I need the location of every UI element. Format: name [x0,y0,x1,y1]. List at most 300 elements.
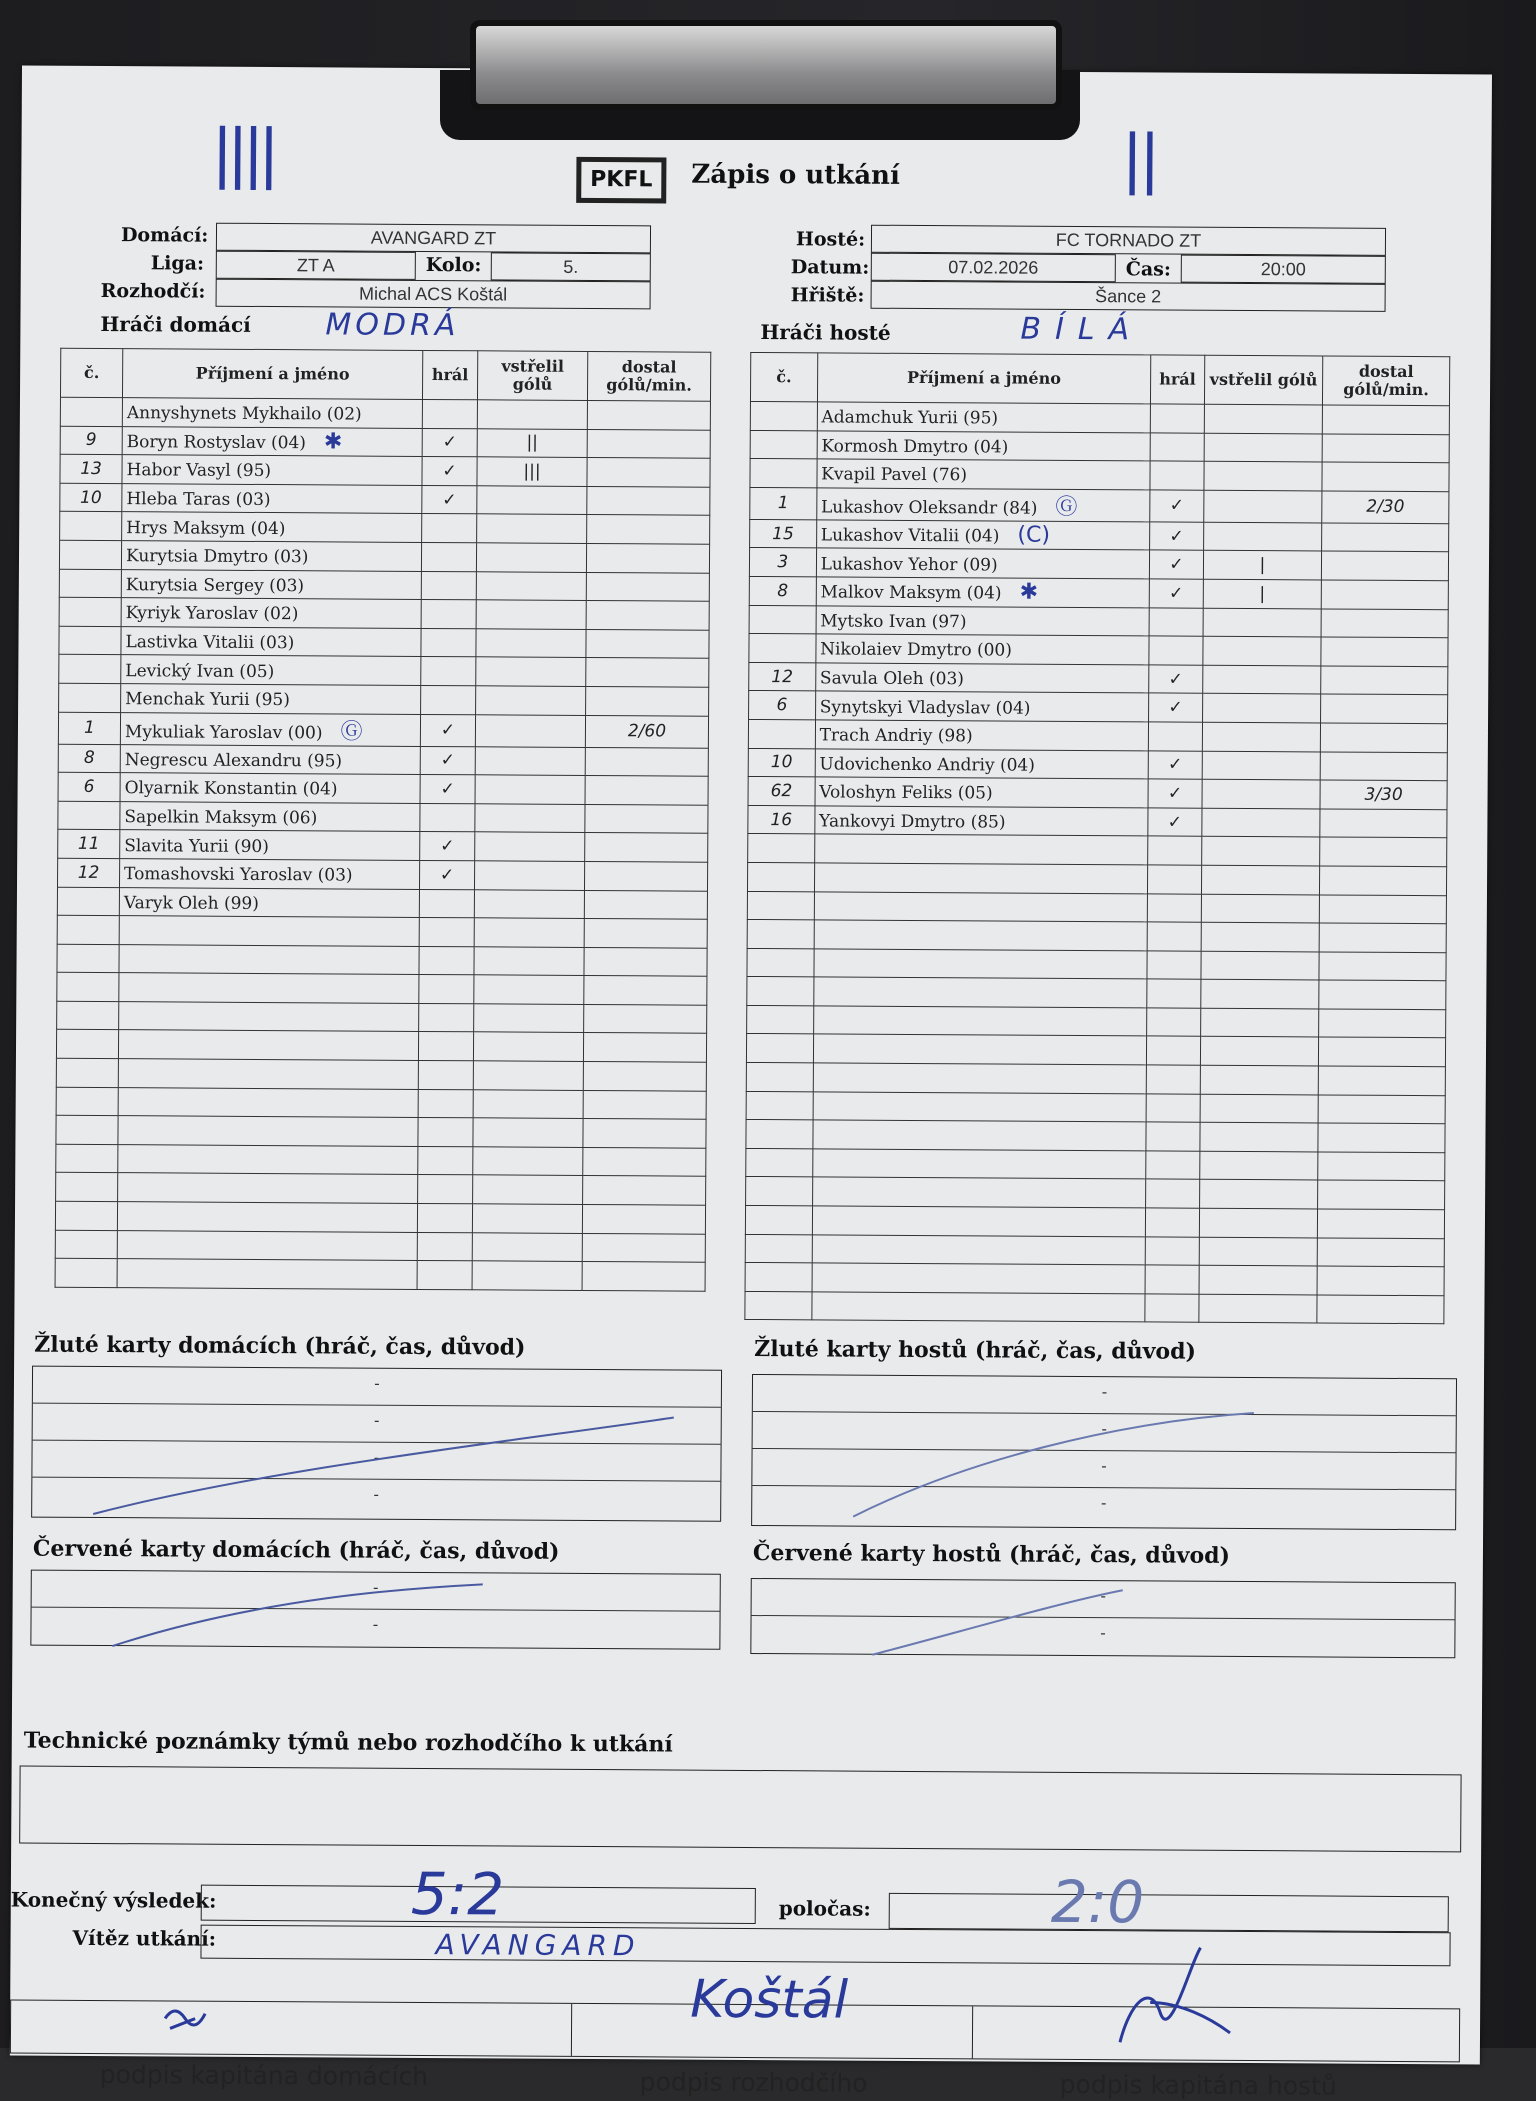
goals-conceded[interactable] [1319,1037,1446,1066]
played-mark[interactable] [417,1203,472,1232]
player-number[interactable] [748,834,815,863]
player-number[interactable] [749,605,816,634]
player-name[interactable] [814,949,1148,980]
played-mark[interactable] [417,1232,472,1261]
player-name[interactable] [120,830,420,860]
player-number[interactable] [56,1030,118,1059]
goals-conceded[interactable] [586,601,709,630]
player-name[interactable] [118,1173,418,1203]
goals-scored[interactable] [1199,1208,1317,1237]
goals-conceded[interactable] [585,833,708,862]
goals-conceded[interactable] [1319,952,1446,981]
played-mark[interactable] [1145,1265,1199,1294]
goals-scored[interactable] [1200,1065,1318,1094]
player-number[interactable] [60,512,122,541]
goals-scored[interactable] [1202,722,1320,751]
player-number[interactable] [747,977,814,1006]
player-number[interactable] [745,1205,812,1234]
played-mark[interactable] [1148,722,1202,751]
player-number[interactable]: 6 [58,772,120,801]
goals-conceded[interactable] [1320,723,1447,752]
round-field[interactable]: 5. [491,252,651,281]
goals-conceded[interactable] [1319,980,1446,1009]
goals-scored[interactable] [474,1004,584,1033]
goals-scored[interactable] [1200,1122,1318,1151]
red-away-box[interactable] [750,1578,1455,1658]
goals-scored[interactable] [473,1175,583,1204]
played-mark[interactable] [418,1146,473,1175]
goals-conceded[interactable] [587,515,710,544]
yellow-home-box[interactable] [31,1366,722,1522]
player-name[interactable] [120,712,420,746]
played-mark[interactable] [1147,893,1201,922]
player-number[interactable] [58,801,120,830]
goals-scored[interactable] [1201,922,1319,951]
goals-scored[interactable] [474,946,584,975]
goals-scored[interactable] [1200,1008,1318,1037]
goals-scored[interactable] [1200,1151,1318,1180]
player-name[interactable] [815,748,1149,779]
goals-conceded[interactable] [585,804,708,833]
notes-box[interactable] [19,1766,1461,1853]
goals-conceded[interactable] [1322,462,1449,491]
played-mark[interactable] [421,685,476,714]
goals-scored[interactable] [474,889,584,918]
played-mark[interactable] [1145,1208,1199,1237]
played-mark[interactable]: ✓ [1150,522,1204,551]
goals-conceded[interactable] [587,458,710,487]
goals-conceded[interactable] [1319,1009,1446,1038]
played-mark[interactable] [419,1003,474,1032]
played-mark[interactable]: ✓ [420,714,475,746]
played-mark[interactable]: ✓ [1149,550,1203,579]
player-name[interactable] [812,1263,1146,1294]
player-number[interactable] [55,1258,117,1287]
player-number[interactable] [56,1173,118,1202]
player-number[interactable]: 10 [748,748,815,777]
player-number[interactable] [746,1091,813,1120]
goals-conceded[interactable] [584,1004,707,1033]
goals-scored[interactable] [474,861,584,890]
player-name[interactable] [120,773,420,803]
played-mark[interactable] [1150,461,1204,490]
player-number[interactable]: 1 [750,487,817,519]
player-number[interactable] [57,973,119,1002]
goals-scored[interactable] [1204,461,1322,490]
played-mark[interactable] [421,542,476,571]
player-name[interactable] [121,569,421,599]
goals-conceded[interactable] [1318,1180,1445,1209]
player-name[interactable] [121,598,421,628]
played-mark[interactable]: ✓ [420,775,475,804]
player-number[interactable] [55,1230,117,1259]
player-number[interactable] [747,1005,814,1034]
player-number[interactable] [745,1234,812,1263]
played-mark[interactable] [421,600,476,629]
played-mark[interactable] [418,1118,473,1147]
goals-conceded[interactable] [587,400,710,429]
goals-scored[interactable] [473,1061,583,1090]
player-number[interactable] [56,1058,118,1087]
goals-conceded[interactable] [582,1233,705,1262]
player-name[interactable] [813,1092,1147,1123]
player-name[interactable] [815,691,1149,722]
player-number[interactable] [747,948,814,977]
player-name[interactable] [119,859,419,889]
goals-scored[interactable] [1204,433,1322,462]
goals-scored[interactable]: || [477,428,587,457]
played-mark[interactable] [1149,607,1203,636]
goals-scored[interactable] [1204,490,1322,523]
played-mark[interactable]: ✓ [1148,750,1202,779]
goals-conceded[interactable] [585,776,708,805]
goals-scored[interactable] [476,686,586,715]
player-name[interactable] [119,916,419,946]
player-name[interactable] [814,920,1148,951]
goals-conceded[interactable] [584,919,707,948]
player-name[interactable] [117,1259,417,1289]
player-number[interactable] [746,1177,813,1206]
goals-scored[interactable] [473,1147,583,1176]
played-mark[interactable] [1147,1008,1201,1037]
player-name[interactable] [814,863,1148,894]
player-name[interactable] [813,1063,1147,1094]
player-name[interactable] [813,1120,1147,1151]
goals-scored[interactable] [1201,980,1319,1009]
played-mark[interactable]: ✓ [420,832,475,861]
played-mark[interactable]: ✓ [419,860,474,889]
played-mark[interactable]: ✓ [1148,808,1202,837]
player-number[interactable] [59,683,121,712]
referee-field[interactable]: Michal ACS Koštál [216,279,651,310]
player-name[interactable] [121,684,421,714]
player-name[interactable] [119,973,419,1003]
player-number[interactable] [747,920,814,949]
player-name[interactable] [812,1149,1146,1180]
player-number[interactable]: 12 [57,858,119,887]
goals-scored[interactable] [474,975,584,1004]
player-number[interactable] [747,891,814,920]
goals-conceded[interactable] [585,747,708,776]
goals-scored[interactable] [472,1261,582,1290]
goals-conceded[interactable] [583,1062,706,1091]
played-mark[interactable] [418,1175,473,1204]
player-number[interactable] [56,1144,118,1173]
played-mark[interactable] [1149,636,1203,665]
player-name[interactable] [122,398,422,428]
player-name[interactable] [816,548,1150,579]
goals-conceded[interactable] [584,861,707,890]
goals-scored[interactable] [1203,608,1321,637]
goals-conceded[interactable] [1317,1209,1444,1238]
played-mark[interactable]: ✓ [1150,490,1204,522]
goals-scored[interactable] [1203,522,1321,551]
player-name[interactable] [812,1234,1146,1265]
player-number[interactable] [747,862,814,891]
goals-scored[interactable] [472,1232,582,1261]
player-name[interactable] [122,455,422,485]
player-number[interactable] [749,634,816,663]
halftime-field[interactable] [889,1893,1449,1932]
player-name[interactable] [814,834,1148,865]
goals-scored[interactable] [476,629,586,658]
player-name[interactable] [119,887,419,917]
player-number[interactable] [56,1115,118,1144]
player-name[interactable] [118,1144,418,1174]
goals-conceded[interactable] [583,1147,706,1176]
goals-conceded[interactable] [1322,405,1449,434]
goals-scored[interactable] [477,400,587,429]
player-number[interactable] [59,569,121,598]
played-mark[interactable]: ✓ [420,746,475,775]
player-number[interactable] [57,887,119,916]
goals-conceded[interactable] [1321,609,1448,638]
goals-scored[interactable] [1199,1294,1317,1323]
goals-scored[interactable] [477,514,587,543]
player-name[interactable] [117,1202,417,1232]
pitch-field[interactable]: Šance 2 [871,281,1386,312]
goals-conceded[interactable] [583,1119,706,1148]
player-name[interactable] [815,777,1149,808]
played-mark[interactable] [418,1032,473,1061]
goals-conceded[interactable] [1320,837,1447,866]
goals-conceded[interactable] [1321,580,1448,609]
player-name[interactable] [120,801,420,831]
goals-conceded[interactable]: 3/30 [1320,780,1447,809]
player-name[interactable] [118,1087,418,1117]
goals-scored[interactable] [1201,894,1319,923]
player-name[interactable] [122,483,422,513]
player-name[interactable] [814,891,1148,922]
goals-conceded[interactable] [1317,1238,1444,1267]
played-mark[interactable] [418,1061,473,1090]
goals-conceded[interactable] [587,486,710,515]
goals-scored[interactable] [475,804,585,833]
played-mark[interactable] [1147,951,1201,980]
winner-field[interactable] [200,1925,1450,1967]
goals-conceded[interactable] [587,429,710,458]
date-field[interactable]: 07.02.2026 [871,253,1116,282]
goals-conceded[interactable]: 2/60 [585,715,708,748]
goals-conceded[interactable] [1318,1066,1445,1095]
player-number[interactable]: 6 [749,691,816,720]
played-mark[interactable] [1146,1179,1200,1208]
player-number[interactable] [59,626,121,655]
player-number[interactable]: 8 [749,576,816,605]
goals-conceded[interactable] [1317,1295,1444,1324]
goals-scored[interactable] [474,918,584,947]
goals-scored[interactable] [476,657,586,686]
player-number[interactable] [745,1291,812,1320]
player-number[interactable] [746,1148,813,1177]
player-name[interactable] [817,402,1151,433]
player-number[interactable] [750,401,817,430]
goals-scored[interactable] [475,832,585,861]
player-name[interactable] [817,459,1151,490]
player-name[interactable] [119,944,419,974]
league-field[interactable]: ZT A [216,251,416,280]
goals-conceded[interactable] [582,1262,705,1291]
goals-scored[interactable] [1200,1037,1318,1066]
played-mark[interactable] [421,571,476,600]
player-number[interactable] [55,1201,117,1230]
goals-conceded[interactable] [1321,551,1448,580]
player-number[interactable] [748,719,815,748]
goals-scored[interactable] [475,746,585,775]
goals-scored[interactable] [1199,1265,1317,1294]
goals-scored[interactable]: | [1203,551,1321,580]
player-number[interactable] [746,1034,813,1063]
played-mark[interactable] [1145,1237,1199,1266]
player-name[interactable] [816,605,1150,636]
goals-conceded[interactable] [1321,694,1448,723]
played-mark[interactable] [1146,1094,1200,1123]
goals-conceded[interactable] [1320,809,1447,838]
player-name[interactable] [815,720,1149,751]
goals-scored[interactable] [1202,751,1320,780]
played-mark[interactable]: ✓ [1149,693,1203,722]
goals-scored[interactable] [1202,665,1320,694]
goals-conceded[interactable] [583,1090,706,1119]
goals-conceded[interactable] [583,1176,706,1205]
player-name[interactable] [121,541,421,571]
played-mark[interactable] [421,628,476,657]
player-number[interactable]: 3 [749,548,816,577]
player-name[interactable] [117,1230,417,1260]
goals-scored[interactable] [1201,837,1319,866]
goals-scored[interactable] [1201,951,1319,980]
player-name[interactable] [812,1206,1146,1237]
goals-scored[interactable] [1202,808,1320,837]
red-home-box[interactable] [30,1570,720,1650]
goals-scored[interactable] [477,486,587,515]
away-team-field[interactable]: FC TORNADO ZT [871,225,1386,256]
goals-conceded[interactable] [586,658,709,687]
played-mark[interactable] [1150,404,1204,433]
goals-conceded[interactable] [1318,1152,1445,1181]
player-name[interactable] [815,806,1149,837]
player-name[interactable] [118,1059,418,1089]
goals-scored[interactable] [476,543,586,572]
played-mark[interactable]: ✓ [1148,779,1202,808]
goals-conceded[interactable] [586,572,709,601]
goals-scored[interactable] [1204,404,1322,433]
goals-conceded[interactable] [586,543,709,572]
player-number[interactable]: 9 [60,426,122,455]
player-name[interactable] [812,1177,1146,1208]
player-number[interactable]: 15 [750,519,817,548]
player-name[interactable] [816,577,1150,608]
goals-scored[interactable] [476,600,586,629]
goals-conceded[interactable] [1319,894,1446,923]
goals-scored[interactable] [1202,779,1320,808]
player-name[interactable] [813,977,1147,1008]
played-mark[interactable] [419,946,474,975]
played-mark[interactable] [417,1261,472,1290]
goals-conceded[interactable] [1322,523,1449,552]
player-number[interactable]: 13 [60,454,122,483]
goals-conceded[interactable] [586,629,709,658]
player-number[interactable] [59,597,121,626]
goals-scored[interactable] [1202,694,1320,723]
goals-conceded[interactable] [584,976,707,1005]
goals-scored[interactable] [1199,1180,1317,1209]
goals-conceded[interactable] [1318,1123,1445,1152]
goals-conceded[interactable] [1319,923,1446,952]
goals-conceded[interactable] [1320,866,1447,895]
goals-scored[interactable] [1201,865,1319,894]
player-name[interactable] [121,626,421,656]
played-mark[interactable] [1148,865,1202,894]
played-mark[interactable] [1150,433,1204,462]
goals-scored[interactable] [476,571,586,600]
goals-scored[interactable] [472,1204,582,1233]
played-mark[interactable]: ✓ [422,457,477,486]
player-name[interactable] [122,426,422,456]
goals-conceded[interactable]: 2/30 [1322,491,1449,524]
player-name[interactable] [119,1001,419,1031]
goals-conceded[interactable] [1322,434,1449,463]
player-name[interactable] [118,1116,418,1146]
player-name[interactable] [816,520,1150,551]
player-number[interactable] [57,944,119,973]
player-number[interactable] [59,540,121,569]
player-number[interactable] [750,459,817,488]
goals-scored[interactable] [475,714,585,747]
played-mark[interactable] [1146,1151,1200,1180]
player-name[interactable] [816,488,1150,522]
played-mark[interactable] [1146,1036,1200,1065]
player-number[interactable] [750,430,817,459]
goals-scored[interactable] [1203,636,1321,665]
goals-conceded[interactable] [1320,751,1447,780]
player-number[interactable]: 10 [60,483,122,512]
player-name[interactable] [118,1030,418,1060]
goals-scored[interactable] [1199,1237,1317,1266]
player-number[interactable]: 11 [58,830,120,859]
player-number[interactable] [746,1063,813,1092]
goals-scored[interactable]: | [1203,579,1321,608]
played-mark[interactable]: ✓ [422,428,477,457]
player-number[interactable] [57,1001,119,1030]
played-mark[interactable] [1147,922,1201,951]
goals-conceded[interactable] [586,686,709,715]
goals-conceded[interactable] [1318,1095,1445,1124]
played-mark[interactable] [422,514,477,543]
played-mark[interactable] [419,975,474,1004]
player-number[interactable]: 62 [748,777,815,806]
played-mark[interactable]: ✓ [422,485,477,514]
player-name[interactable] [813,1034,1147,1065]
goals-scored[interactable] [1200,1094,1318,1123]
played-mark[interactable] [420,803,475,832]
played-mark[interactable] [418,1089,473,1118]
player-number[interactable]: 1 [58,712,120,744]
played-mark[interactable]: ✓ [1149,579,1203,608]
player-name[interactable] [815,663,1149,694]
player-name[interactable] [120,744,420,774]
goals-scored[interactable] [473,1032,583,1061]
yellow-away-box[interactable] [751,1374,1457,1530]
player-number[interactable] [56,1087,118,1116]
goals-conceded[interactable] [584,890,707,919]
played-mark[interactable] [1148,836,1202,865]
goals-scored[interactable] [473,1118,583,1147]
played-mark[interactable] [1147,979,1201,1008]
player-name[interactable] [122,512,422,542]
player-name[interactable] [813,1006,1147,1037]
player-number[interactable] [745,1263,812,1292]
